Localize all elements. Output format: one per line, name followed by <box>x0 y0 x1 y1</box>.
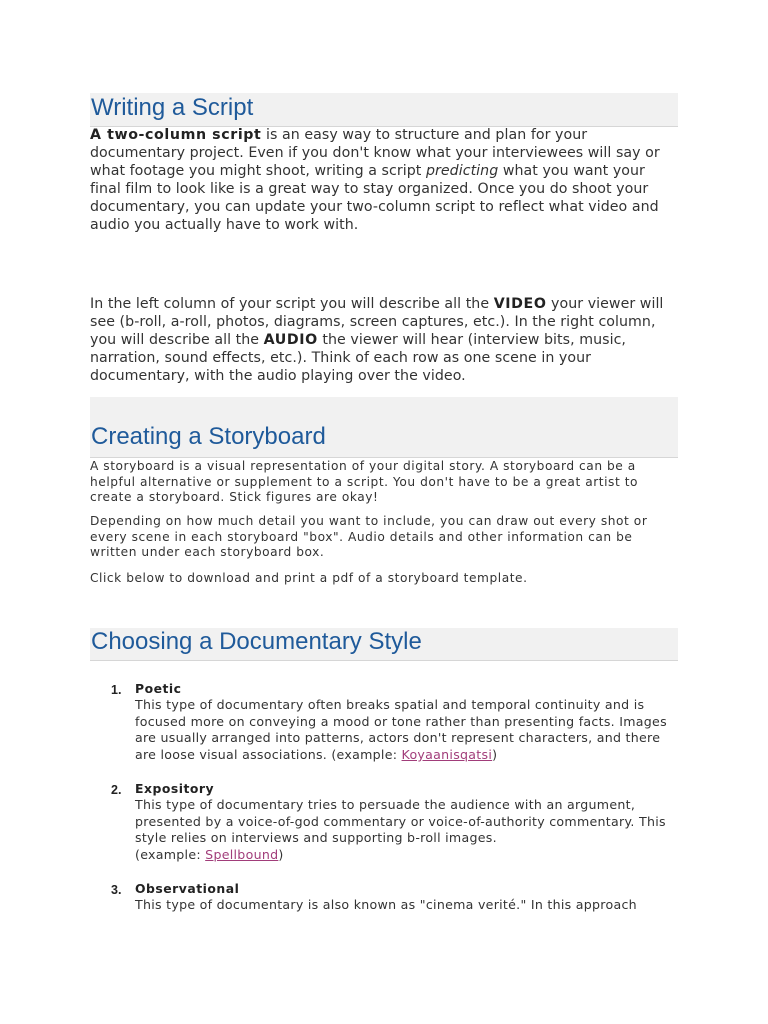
list-item-description <box>135 897 680 914</box>
list-item-title: Poetic <box>135 681 182 696</box>
text-span: is an easy way to structure and plan for your documentary project. Even if you don't know what your interviewees will say or what footage you might shoot, writing a script <box>90 127 660 179</box>
list-item-description <box>135 797 680 864</box>
paragraph-video-audio <box>90 296 680 386</box>
paragraph-storyboard-detail: Depending on how much detail you want to include, you can draw out every shot or every scene in each storyboard "box". Audio details and other information can be written under each storyboard box. <box>90 514 648 560</box>
text-span: what you want your final film to look like is a great way to stay organized. Once you do shoot your documentary, you can update your two-column script to reflect what video and audio you actually have to work with. <box>90 162 659 233</box>
text-span: your viewer will see (b-roll, a-roll, photos, diagrams, screen captures, etc.). In the right column, you will describe all the <box>90 296 664 348</box>
paragraph-storyboard-download: Click below to download and print a pdf of a storyboard template. <box>90 571 528 585</box>
text-span: (example: <box>135 847 206 863</box>
list-number: 3. <box>111 883 122 897</box>
text-span: This type of documentary often breaks spatial and temporal continuity and is focused more on conveying a mood or tone rather than presenting facts. Images are usually arranged into patterns, actors don't represent characters, and there are loose visual associations. (example: <box>135 697 667 763</box>
text-span: the viewer will hear (interview bits, music, narration, sound effects, etc.). Think of each row as one scene in your documentary, with the audio playing over the video. <box>90 331 626 384</box>
text-span: ) <box>492 747 498 763</box>
bold-video: VIDEO <box>493 296 547 312</box>
list-number: 2. <box>111 783 122 797</box>
text-span: This type of documentary is also known as "cinema verité." In this approach <box>135 897 637 912</box>
bold-audio: AUDIO <box>263 331 318 348</box>
heading-choosing-a-documentary-style: Choosing a Documentary Style <box>90 628 678 661</box>
list-item-title: Observational <box>135 881 240 896</box>
italic-predicting: predicting <box>425 162 499 179</box>
text-span: This type of documentary tries to persuade the audience with an argument, presented by a voice-of-god commentary or voice-of-authority commentary. This style relies on interviews and supporting b-roll images. <box>135 797 666 846</box>
heading-writing-a-script: Writing a Script <box>90 93 678 127</box>
paragraph-two-column-script <box>90 127 680 234</box>
heading-creating-a-storyboard: Creating a Storyboard <box>90 397 678 458</box>
list-item-description <box>135 697 680 764</box>
text-span: In the left column of your script you will describe all the <box>90 296 494 312</box>
list-item-title: Expository <box>135 781 215 796</box>
text-span: ) <box>278 847 284 863</box>
bold-two-column-script: A two-column script <box>90 127 262 143</box>
paragraph-storyboard-intro: A storyboard is a visual representation of your digital story. A storyboard can be a helpful alternative or supplement to a script. You don't have to be a great artist to create a storyboard. Stick figures are okay! <box>90 459 639 505</box>
link-koyaanisqatsi[interactable]: Koyaanisqatsi <box>401 747 493 763</box>
link-spellbound[interactable]: Spellbound <box>205 847 279 863</box>
list-number: 1. <box>111 683 122 697</box>
